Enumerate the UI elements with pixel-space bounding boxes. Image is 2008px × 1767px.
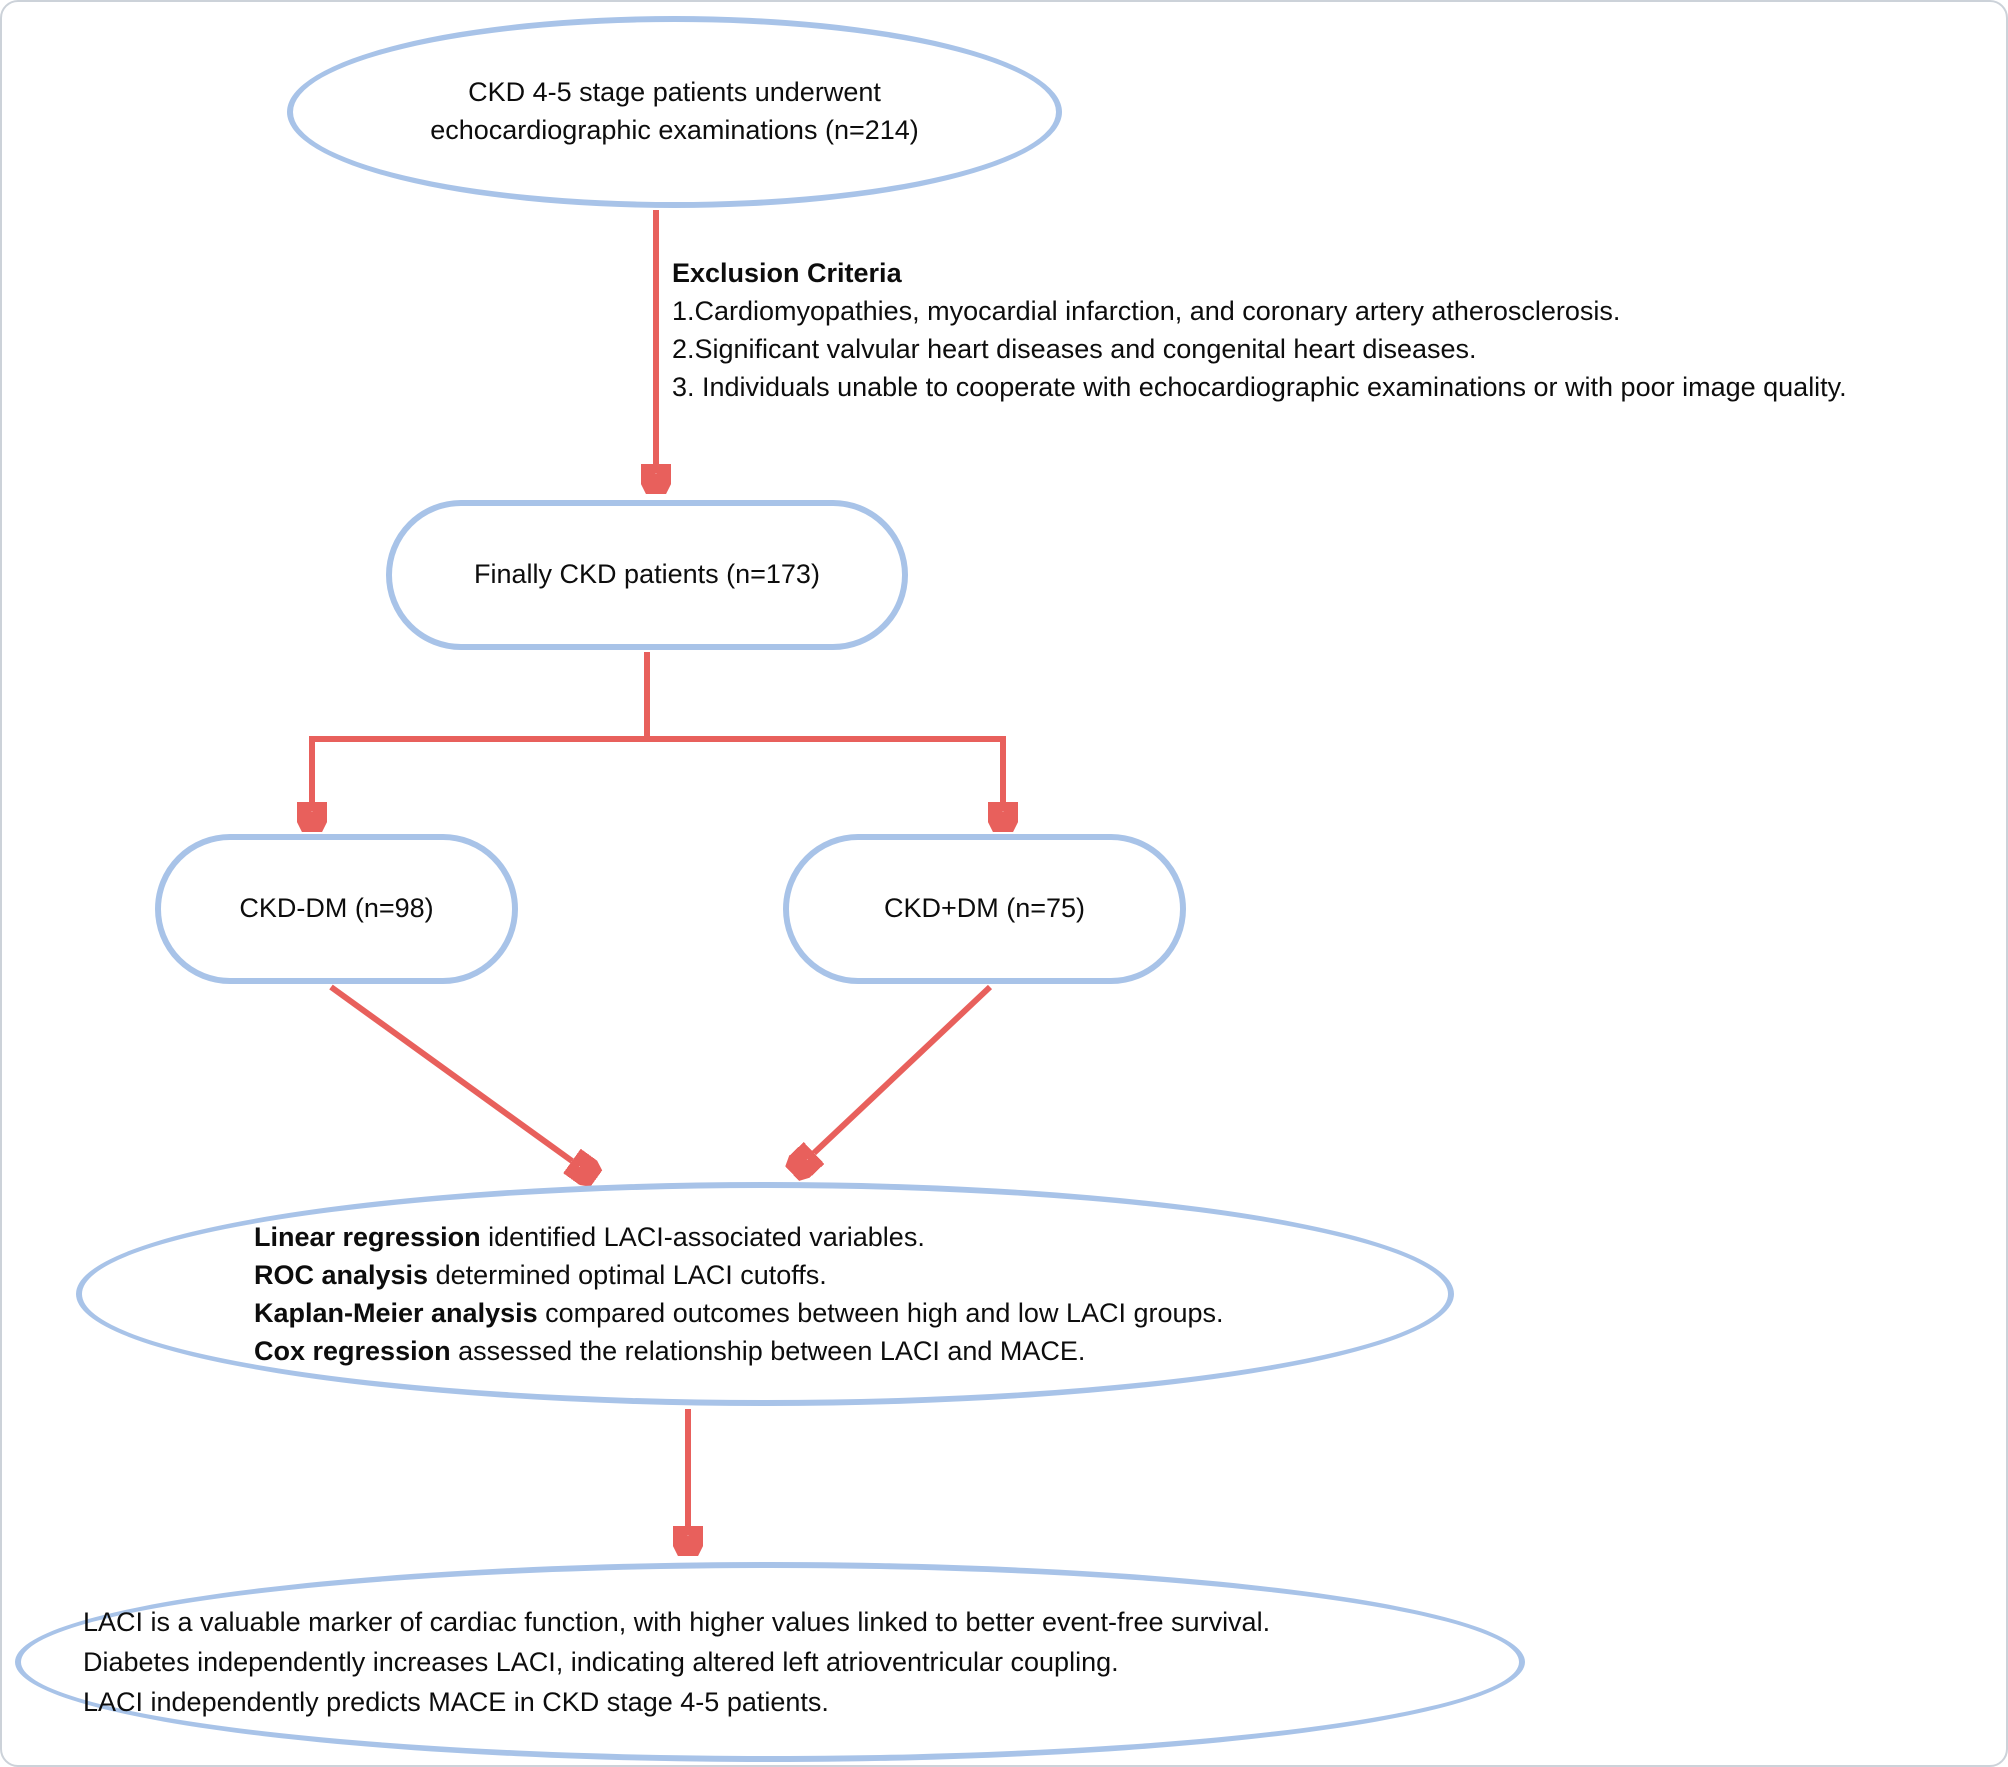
- conclusion-line-3: LACI independently predicts MACE in CKD stage 4-5 patients.: [83, 1687, 829, 1717]
- node-ckd-patients-line2: echocardiographic examinations (n=214): [430, 115, 919, 145]
- exclusion-item-1: 1.Cardiomyopathies, myocardial infarction, and coronary artery atherosclerosis.: [672, 296, 1621, 326]
- node-ckd-patients-text: [430, 74, 919, 150]
- analysis-line-4-bold: Cox regression: [254, 1336, 451, 1366]
- analysis-line-2: [254, 1256, 1224, 1294]
- branch-connector: [309, 652, 1006, 739]
- node-ckd-plus-dm: [783, 834, 1186, 984]
- node-analysis: [76, 1182, 1454, 1406]
- arrow-left-to-analysis: [331, 987, 572, 1161]
- node-finally-ckd: [386, 500, 908, 650]
- conclusion-line-1: LACI is a valuable marker of cardiac function, with higher values linked to better event-free survival.: [83, 1607, 1271, 1637]
- node-ckd-patients: [287, 16, 1062, 208]
- exclusion-title: Exclusion Criteria: [672, 258, 902, 288]
- analysis-line-4: [254, 1332, 1224, 1370]
- analysis-line-4-rest: assessed the relationship between LACI and MACE.: [450, 1336, 1086, 1366]
- analysis-line-3-bold: Kaplan-Meier analysis: [254, 1298, 538, 1328]
- node-finally-ckd-label: Finally CKD patients (n=173): [474, 559, 820, 590]
- analysis-line-1-rest: identified LACI-associated variables.: [480, 1222, 925, 1252]
- node-ckd-minus-dm-label: CKD-DM (n=98): [239, 893, 434, 924]
- analysis-line-2-bold: ROC analysis: [254, 1260, 429, 1290]
- arrow-right-to-analysis: [814, 987, 990, 1153]
- node-ckd-plus-dm-label: CKD+DM (n=75): [883, 893, 1086, 924]
- analysis-line-1-bold: Linear regression: [254, 1222, 481, 1252]
- node-conclusion-text: [21, 1602, 1310, 1722]
- exclusion-criteria: [672, 254, 1847, 406]
- analysis-line-3-rest: compared outcomes between high and low LACI groups.: [537, 1298, 1224, 1328]
- analysis-line-1: [254, 1218, 1224, 1256]
- exclusion-item-3: 3. Individuals unable to cooperate with echocardiographic examinations or with poor image quality.: [672, 372, 1847, 402]
- node-ckd-minus-dm: [155, 834, 518, 984]
- analysis-line-2-rest: determined optimal LACI cutoffs.: [428, 1260, 827, 1290]
- node-analysis-text: [82, 1218, 1224, 1370]
- conclusion-line-2: Diabetes independently increases LACI, indicating altered left atrioventricular coupling.: [83, 1647, 1119, 1677]
- exclusion-item-2: 2.Significant valvular heart diseases and congenital heart diseases.: [672, 334, 1477, 364]
- analysis-line-3: [254, 1294, 1224, 1332]
- node-ckd-patients-line1: CKD 4-5 stage patients underwent: [468, 77, 881, 108]
- node-conclusion: [15, 1562, 1525, 1762]
